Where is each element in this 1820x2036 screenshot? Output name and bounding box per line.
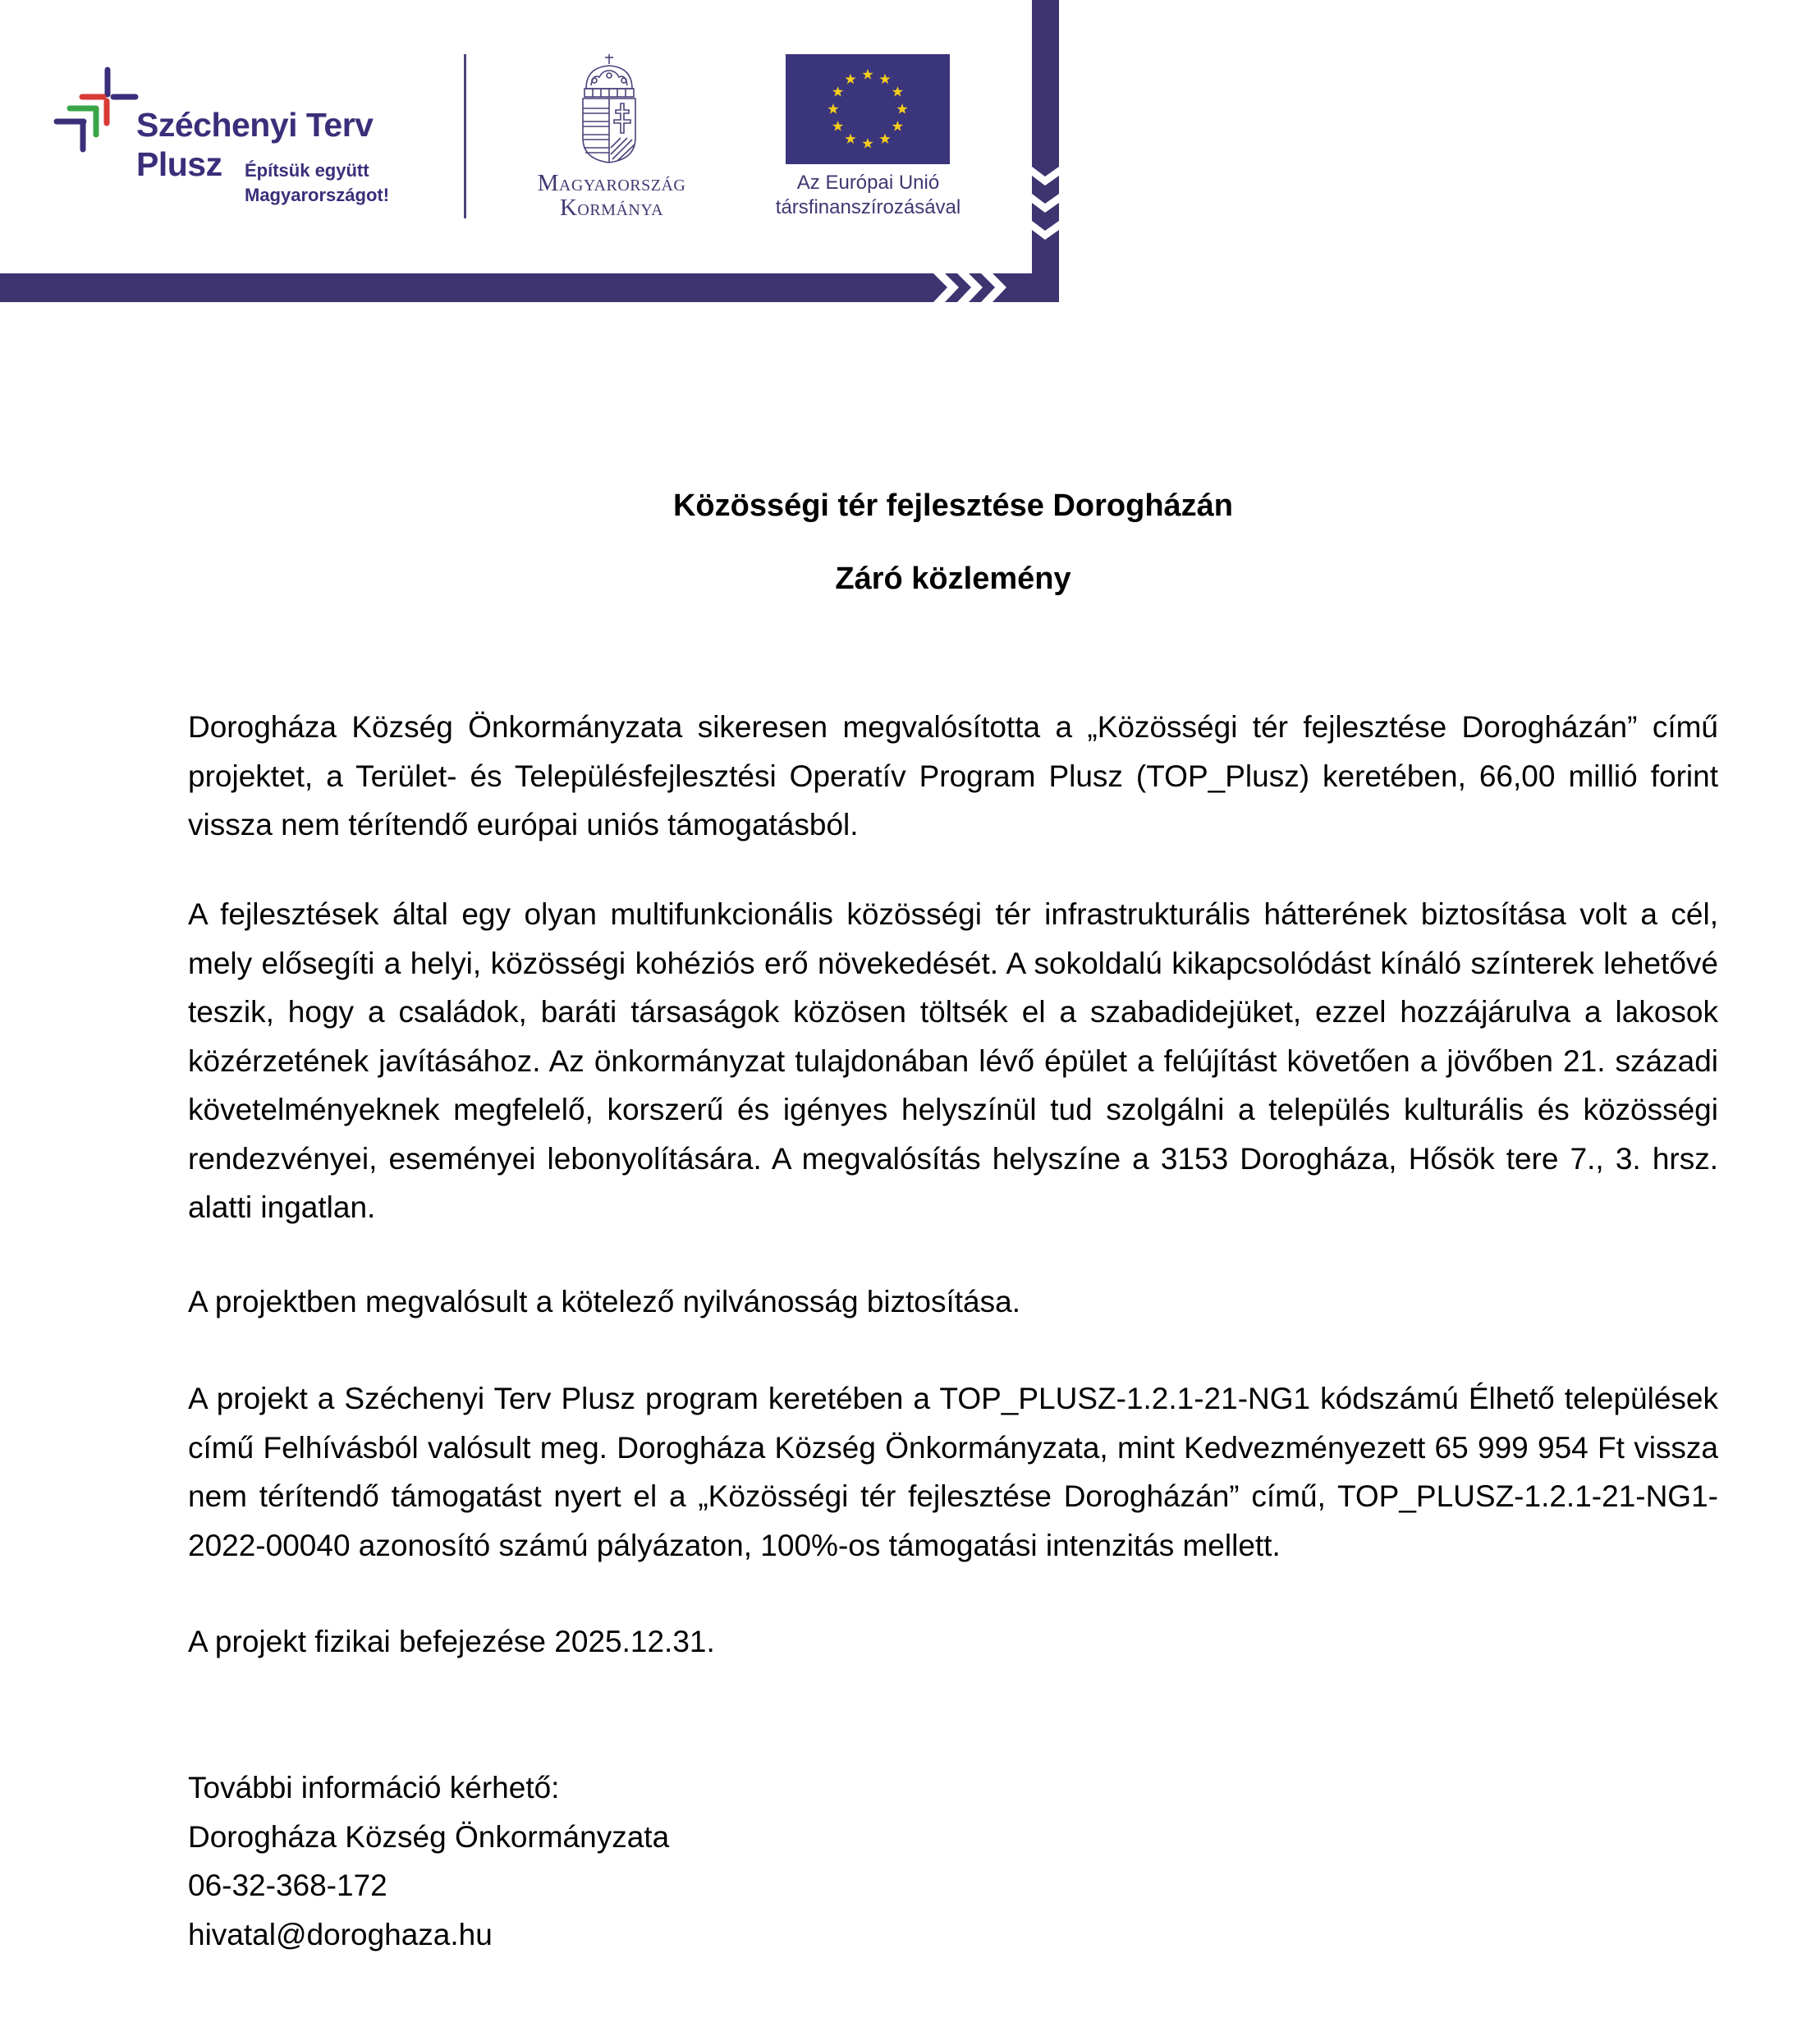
chevron-right-icon [981,273,1006,302]
eu-star-icon [879,133,890,144]
eu-star-icon [862,138,873,149]
eu-line-2: társfinanszírozásával [775,196,961,218]
government-label [501,171,722,220]
chevron-down-icon [1032,167,1059,186]
document-subtitle: Záró közlemény [835,562,1071,596]
paragraph-funding: A projekt a Széchenyi Terv Plusz program keretében a TOP_PLUSZ-1.2.1-21-NG1 kódszámú Élhető települések című Felhívásból valósult meg. Dorogháza Község Önkormányzata, mint Kedvezményezett 65 999 954 Ft vissza nem térítendő támogatást nyert el a „Közösségi tér fejlesztése Dorogházán” című, TOP_PLUSZ-1.2.1-21-NG1-2022-00040 azonosító számú pályázaton, 100%-os támogatási intenzitás mellett. [188,1382,1718,1562]
eu-label [743,171,993,220]
eu-star-icon [892,86,903,97]
szechenyi-logo-icon [49,64,144,156]
paragraph-goals: A fejlesztések által egy olyan multifunkcionális közösségi tér infrastrukturális hátterének biztosítása volt a cél, mely elősegíti a helyi, közösségi kohéziós erő növekedését. A sokoldalú kikapcsolódást kínáló színterek lehetővé teszik, hogy a családok, baráti társaságok közösen töltsék el a szabadidejüket, ezzel hozzájárulva a lakosok közérzetének javításához. Az önkormányzat tulajdonában lévő épület a felújítást követően a jövőben 21. századi követelményeknek megfelelő, korszerű és igényes helyszínül tud szolgálni a település kulturális és közösségi rendezvényei, eseményei lebonyolítására. A megvalósítás helyszíne a 3153 Dorogháza, Hősök tere 7., 3. hrsz. alatti ingatlan. [188,897,1718,1224]
eu-star-icon [892,121,903,131]
szechenyi-title: Széchenyi Terv [136,106,374,144]
eu-star-icon [896,103,907,114]
government-line-2: Kormánya [559,195,664,221]
contact-block [188,1763,669,1959]
chevron-right-icon [933,273,959,302]
logo-divider [464,54,466,218]
paragraph-completion: A projekt fizikai befejezése 2025.12.31. [188,1625,715,1658]
contact-organization: Dorogháza Község Önkormányzata [188,1819,670,1854]
chevron-right-icon [957,273,983,302]
eu-stars-icon [786,54,950,164]
eu-star-icon [827,103,838,114]
eu-star-icon [832,86,843,97]
slogan-line-1: Építsük együtt [245,160,369,181]
coat-of-arms-icon [575,53,644,166]
eu-star-icon [862,69,873,80]
paragraph-intro: Dorogháza Község Önkormányzata sikeresen megvalósította a „Közösségi tér fejlesztése Dorogházán” című projektet, a Terület- és Településfejlesztési Operatív Program Plusz (TOP_Plusz) keretében, 66,00 millió forint vissza nem térítendő európai uniós támogatásból. [188,710,1718,841]
szechenyi-slogan [245,158,389,208]
contact-phone[interactable]: 06-32-368-172 [188,1869,387,1902]
chevron-down-icon [1032,221,1059,240]
eu-line-1: Az Európai Unió [796,172,940,194]
document-title: Közösségi tér fejlesztése Dorogházán [672,488,1234,523]
paragraph-publicity: A projektben megvalósult a kötelező nyilvánosság biztosítása. [188,1285,1020,1318]
chevron-down-icon [1032,194,1059,213]
contact-email[interactable]: hivatal@doroghaza.hu [188,1917,493,1951]
szechenyi-plusz: Plusz [136,145,222,183]
eu-star-icon [832,121,843,131]
contact-label: További információ kérhető: [188,1771,560,1804]
eu-star-icon [845,133,855,144]
government-line-1: Magyarország [537,170,686,196]
header-banner [0,0,1067,312]
slogan-line-2: Magyarországot! [245,185,390,205]
eu-flag-icon [786,54,950,164]
eu-star-icon [879,74,890,85]
eu-star-icon [845,74,855,85]
